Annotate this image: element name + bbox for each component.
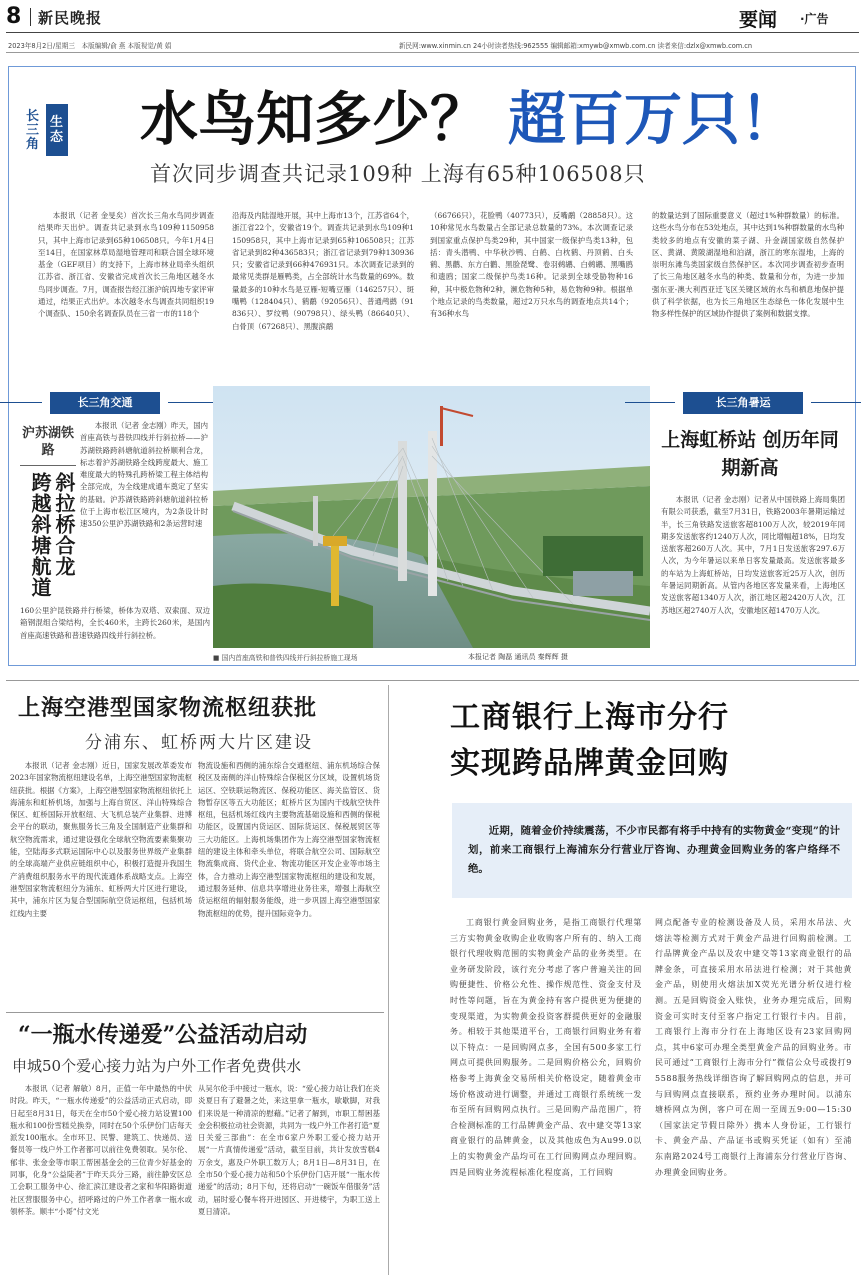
summer-body: 本报讯（记者 金志刚）记者从中国铁路上海局集团有限公司获悉，截至7月31日，铁路2003年暑期运输过半，长三角铁路发送旅客超8100万人次，较2019年同期多发送旅客约1240万人次，同比增幅超18%，日均发送旅客超260万人次。其中，7月1日发送旅客297.6万人次，为今年暑运以来单日客发量最高。发送旅客最多的车站为上海虹桥站，日均发送旅客近25万人次，创历年暑运同期新高。从管内各地区客发量来看，上海地区发送旅客超1340万人次，浙江地区超2420万人次，江苏地区超2740万人次，安徽地区超1470万人次。 (661, 495, 845, 615)
icbc-headline-2: 实现跨品牌黄金回购 (450, 746, 729, 781)
photo-credit: 本报记者 陶磊 通讯员 秦辉辉 摄 (468, 653, 568, 661)
contact-line: 新民网:www.xinmin.cn 24小时读者热线:962555 编辑邮箱:xmywb@xmwb.com.cn 读者来信:dzlx@xmwb.com.cn (399, 42, 753, 50)
feature-col-1: 本报讯（记者 金旻矣）首次长三角水鸟同步调查结果昨天出炉。调查共记录到水鸟109种1150958只，其中上海市记录到65种106508只。今年1月4日至14日，在国家林草局湿地管理司和联合国全球环境基金（GEF项目）的支持下，上海市林业局牵头组织江苏省、浙江省、安徽省完成首次长三角地区越冬水鸟同步调查。7月，调查报告经江浙沪皖四地专家评审通过，结果正式出炉。本次越冬水鸟调查共同组织19个调查队、150余名调查队员在三省一市的118个 (38, 211, 214, 319)
paper-name: 新民晚报 (38, 9, 103, 27)
feature-subtitle: 首次同步调查共记录109种 上海有65种106508只 (150, 162, 646, 186)
bridge-illustration (213, 386, 650, 648)
photo-caption: ■ 国内首座高铁和普铁四线并行斜拉桥施工现场 (213, 654, 358, 662)
feature-title-blue: 超百万只！ (508, 85, 799, 153)
date-line: 2023年8月2日/星期三 本版编辑/俞 燕 本版视觉/黄 娟 (8, 42, 172, 50)
summer-headline: 上海虹桥站 创历年同期新高 (661, 429, 839, 479)
transport-tag: 长三角交通 (50, 392, 160, 414)
bridge-photo (213, 386, 650, 648)
section-rule (6, 680, 859, 681)
feature-col-3: （66766只），花脸鸭（40773只），反嘴鹬（28858只）。这10种常见水鸟数量占全部记录总数量的73%。本次调查记录到国家重点保护鸟类29种，其中国家一级保护鸟类13种，包括：青头潜鸭、中华秋沙鸭、白鹤、白枕鹤、丹顶鹤、白头鹤、黑鹳、东方白鹳、黑脸琵鹭、卷羽鹈鹕、白鹈鹕、黑嘴鸥和遗鸥；国家二级保护鸟类16种。记录到全球受胁物种16种，其中极危物种2种，濒危物种5种，易危物种9种。根据单个地点记录的鸟类数量，超过2万只水鸟的调查地点共14个；有36种水鸟 (430, 211, 633, 319)
section-name: 要闻 (739, 9, 778, 31)
icbc-lead: 近期，随着金价持续震荡，不少市民都有将手中持有的实物黄金“变现”的计划，前来工商银行上海浦东分行营业厅咨询、办理黄金回购业务的客户络绎不绝。 (468, 825, 840, 875)
logistics-col-1: 本报讯（记者 金志刚）近日，国家发展改革委发布2023年国家物流枢纽建设名单，上海空港型国家物流枢纽获批。根据《方案》，上海空港型国家物流枢纽依托上海浦东和虹桥机场，加强与上海自贸区、洋山特殊综合保区、虹桥国际开放枢纽、大飞机总装产业集群、进博会平台的联动，聚焦服务长三角及全国制造产业集群和航空物流需求，通过建设强化全球航空物流要素集聚功能，空陆海多式联运国际中心以及服务世界级产业集群的全球高端产业供应链组织中心，积极打造提升我国生产消费组织服务水平的现代流通体系战略支点。上海空港型国家物流枢纽分为浦东、虹桥两大片区进行建设，其中，浦东片区为复合型国际航空货运枢纽，包括机场红线内主要 (10, 761, 192, 918)
transport-kicker-rule (20, 465, 76, 466)
feature-col-4: 的数量达到了国际重要意义（超过1%种群数量）的标准。这些水鸟分布在53处地点，其中达到1%种群数量的水鸟种类较多的地点有安徽的菜子湖、升金湖国家级自然保护区、黄湖、黄陂湖湿地和泊湖，浙江的寒东湿地，上海的崇明东滩鸟类国家级自然保护区。本次同步调查初步查明了长三角地区越冬水鸟的种类、数量和分布，为进一步加强东亚-澳大利西亚迁飞区关键区域的水鸟和栖息地保护提供了科学依据，也为长三角地区生态绿色一体化发展中生物多样性保护的区域协作提供了案例和数据支撑。 (652, 211, 844, 319)
header-rule (6, 32, 859, 33)
charity-col-1: 本报讯（记者 解敏）8月，正值一年中最热的中伏时段。昨天，“一瓶水传递爱”的公益活动正式启动，即日起至8月31日，每天在全市50个爱心接力站设置100瓶水和100份雪糕兑换券，同时在50个乐伊份门店每天派发100瓶水。全市环卫、民警、建筑工、快递员、送餐员等一线户外工作者都可以前往免费领取。吴尔伦、郁非、张金金等市职工帮困基金会的三位青少好基金的同事，化身“公益陡者”于昨天兵分三路，前往静安区总工会职工服务中心、徐汇滨江建设者之家和华阳路街道社区营服服务中心，招呼路过的户外工作者拿一瓶水或領杯茶。顺丰“小哥”付文光 (10, 1084, 192, 1216)
transport-body-bottom: 160公里沪昆铁路并行桥梁，桥体为双塔、双索面、双边箱钢混组合梁结构，全长460米，主跨长260米，是国内首座高速铁路和普速铁路四线并行斜拉桥。 (20, 606, 210, 640)
charity-col-2: 从吴尔伦手中接过一瓶水，说：“爱心接力站让我们在炎炎夏日有了避暑之处，来这里拿一瓶水，歇歇脚，对我们来说是一种清凉的慰藉。”记者了解到，市职工帮困基金会积极拉动社会资源，共同为一线户外工作者打造“夏日关爱三部曲”：在全市6家户外职工爱心接力站开展“一片真情传递爱”活动，截至目前，共计发放雪糕4万余支，惠及户外职工数万人；8月1日—8月31日，在全市50个爱心接力站和50个乐伊份门店开展“一瓶水传递爱”的活动；8月下旬，还将启动“一碗饭车借服务”活动，届时爱心餐车将开进园区、开进楼宇，为职工送上夏日清凉。 (198, 1084, 380, 1216)
badge-right: 生态 (46, 104, 68, 156)
header-divider-mark (30, 8, 31, 26)
page-number: 8 (6, 4, 22, 29)
summer-tag: 长三角暑运 (683, 392, 803, 414)
bottom-divider (388, 685, 389, 1275)
feature-badge (26, 104, 72, 156)
section-subname: ·广告 (800, 12, 829, 26)
icbc-headline-1: 工商银行上海市分行 (450, 700, 729, 735)
icbc-col-2: 网点配备专业的检测设备及人员，采用水吊法、火熔法等检测方式对于黄金产品进行回购前检测。工行品牌黄金产品以及农中建交等13家商业银行的品牌金条，可直接采用水吊法进行检测；对于其他黄金产品，则使用火熔法加X荧光光谱分析仪进行检测。五是回购资金入账快，业务办理完成后，回购资金可实时支付至客户指定工行银行卡内。目前，工商银行上海市分行在上海地区设有23家回购网点，其中6家可办理全类型黄金产品的回购业务。市民可通过“工商银行上海市分行”微信公众号或拨打95588服务热线详细咨询了解回购网点的信息，并可与回购网点直接联系，预约业务办理时间。以浦东塘桥网点为例，客户可在周一至周五9:00—15:30（国家法定节假日除外）携本人身份证，工行银行卡、黄金产品、产品证书或购买凭证（如有）至浦东南路2024号工商银行上海浦东分行营业厅咨询、办理黄金回购业务。 (655, 918, 852, 1177)
header-rule-2 (6, 52, 859, 53)
transport-headline: 斜拉桥合龙 跨越斜塘航道 (28, 472, 76, 598)
logistics-subtitle: 分浦东、虹桥两大片区建设 (85, 733, 313, 753)
charity-headline: “一瓶水传递爱”公益活动启动 (18, 1022, 308, 1048)
icbc-col-1: 工商银行黄金回购业务，是指工商银行代理第三方实物黄金收购企业收购客户所有的、纳入工商银行代理收购范围的实物黄金产品的业务类型。在业务研发阶段，该行充分考虑了客户普遍关注的回购便捷性、价格公允性、操作规范性、资金支付及时性等问题，旨在为黄金持有客户提供更为便捷的变现渠道，为实物黄金投资客群提供更好的金融服务。相较于其他渠道平台，工商银行回购业务有着以下特点：一是回购网点多，全国有500多家工行网点可提供回购服务。二是回购价格公允，回购价格参考上海黄金交易所相关价格设定，随着黄金市场价格波动进行调整，并通过工商银行系统统一发布至所有回购网点执行。三是回购产品范围广，符合检测标准的工行品牌黄金产品、农中建交等13家商业银行的品牌黄金，以及其他成色为Au99.0以上的实物黄金产品均可在工行回购网点办理回购。四是回购业务流程标准化程度高，工行回购 (450, 918, 642, 1177)
feature-col-2: 沿海及内陆湿地开展，其中上海市13个，江苏省64个，浙江省22个，安徽省19个。调查共记录到水鸟109种1150958只，其中上海市记录到65种106508只；江苏省记录到82种436583只；浙江省记录到79种130936只；安徽省记录到66种476931只。本次调查记录到的最常见类群是雁鸭类，占全部统计水鸟数量的69%。数量最多的10种水鸟是豆雁-短嘴豆雁（146257只）、斑嘴鸭（128404只）、鹤鹬（92056只）、普通鸬鹚（91836只）、罗纹鸭（90798只）、绿头鸭（86640只）、白骨顶（67268只）、黑腹滨鹬 (232, 211, 414, 331)
transport-body-top: 本报讯（记者 金志刚）昨天，国内首座高铁与普铁四线并行斜拉桥——沪苏湖铁路跨斜塘航道斜拉桥顺利合龙，标志着沪苏湖铁路全线跨度最大、施工难度最大的特殊孔跨桥梁工程主体结构全部完成，为全线建成通车奠定了坚实的基础。沪苏湖铁路跨斜塘航道斜拉桥位于上海市松江区境内，为2条设计时速350公里沪苏湖铁路和2条运营时速 (80, 421, 208, 529)
logistics-headline: 上海空港型国家物流枢纽获批 (18, 695, 318, 721)
logistics-col-2: 物流设施和西侧的浦东综合交通枢纽、浦东机场综合保税区及南侧的洋山特殊综合保税区分区域，设置机场货运区、空铁联运物流区、保税功能区、海关监管区、货物暂存区等五大功能区；虹桥片区为国内干线航空快件枢纽，包括机场红线内主要物流基础设施和西侧的保税功能区，设置国内货运区、国际货运区、保税展贸区等三大功能区。上海机场集团作为上海空港型国家物流枢纽的建设主体和牵头单位，将联合航空公司、国际航空物流集成商、货代企业、物流功能区开发企业等市场主体，合力推动上海空港型国家物流枢纽的建设和发展，通过服务延伸、信息共享增进业务往来，增强上海航空货运枢纽的辐射服务能级，进一步巩固上海空港型国家物流枢纽的优势，提升国际竞争力。 (198, 761, 380, 918)
feature-title-black: 水鸟知多少？ (140, 85, 489, 153)
charity-rule (6, 1012, 384, 1013)
charity-subtitle: 申城50个爱心接力站为户外工作者免费供水 (12, 1057, 302, 1075)
transport-kicker: 沪苏湖铁路 (21, 426, 74, 458)
badge-left: 长三角 (26, 109, 40, 152)
